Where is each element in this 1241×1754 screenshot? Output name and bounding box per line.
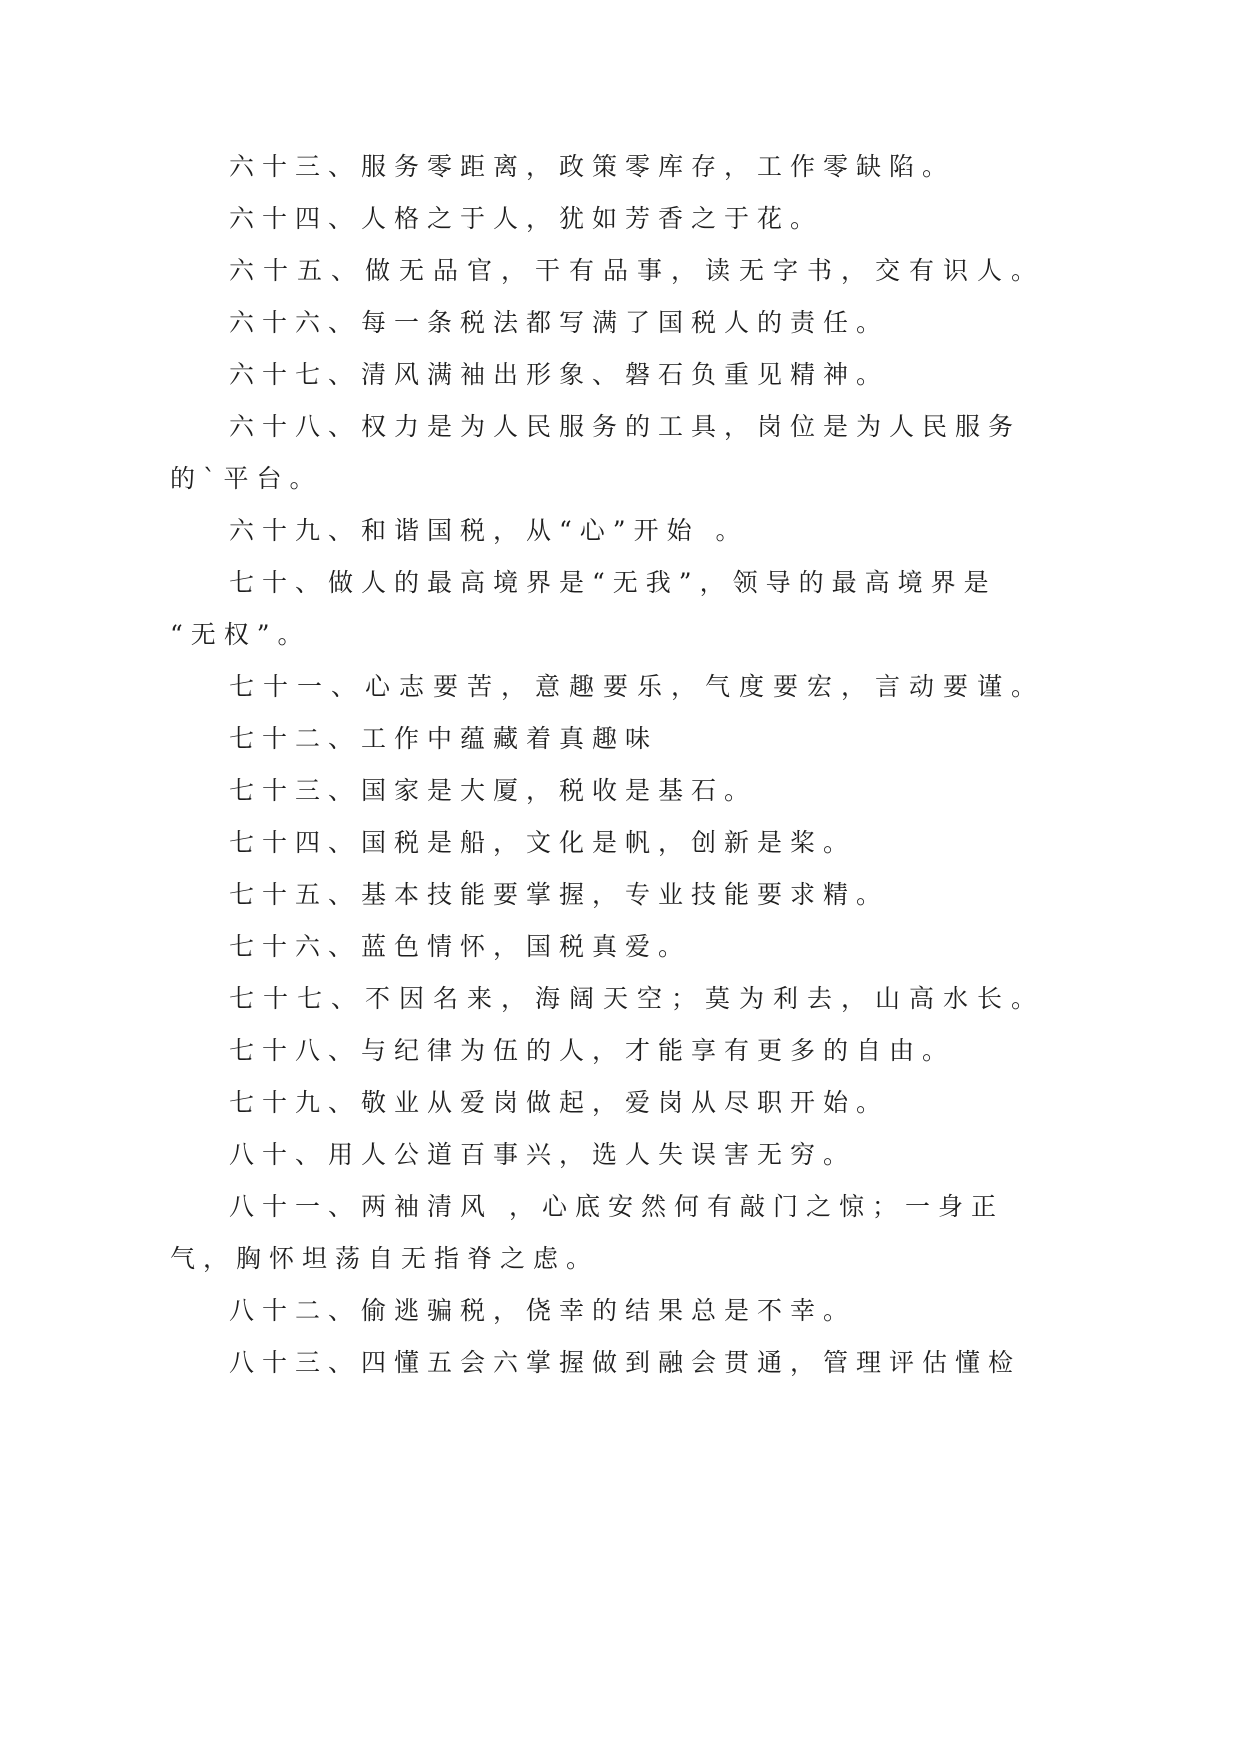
- paragraph-line: 六十九、和谐国税，从“心”开始 。: [229, 516, 749, 545]
- paragraph-continuation-line: “无权”。: [170, 620, 311, 649]
- paragraph-line: 八十三、四懂五会六掌握做到融会贯通，管理评估懂检: [229, 1348, 1022, 1377]
- paragraph-line: 七十六、蓝色情怀，国税真爱。: [229, 932, 692, 961]
- paragraph-line: 六十四、人格之于人，犹如芳香之于花。: [229, 204, 824, 233]
- paragraph-continuation-line: 气，胸怀坦荡自无指脊之虑。: [170, 1244, 600, 1273]
- paragraph-line: 八十、用人公道百事兴，选人失误害无穷。: [229, 1140, 857, 1169]
- paragraph-line: 七十八、与纪律为伍的人，才能享有更多的自由。: [229, 1036, 956, 1065]
- paragraph-line: 七十五、基本技能要掌握，专业技能要求精。: [229, 880, 890, 909]
- paragraph-line: 六十六、每一条税法都写满了国税人的责任。: [229, 308, 890, 337]
- paragraph-line: 八十二、偷逃骗税，侥幸的结果总是不幸。: [229, 1296, 857, 1325]
- paragraph-line: 七十三、国家是大厦，税收是基石。: [229, 776, 758, 805]
- paragraph-line: 六十五、做无品官，干有品事，读无字书，交有识人。: [229, 256, 1046, 285]
- paragraph-line: 七十一、心志要苦，意趣要乐，气度要宏，言动要谨。: [229, 672, 1046, 701]
- paragraph-line: 六十三、服务零距离，政策零库存，工作零缺陷。: [229, 152, 956, 181]
- paragraph-line: 八十一、两袖清风 ，心底安然何有敲门之惊；一身正: [229, 1192, 1004, 1221]
- paragraph-continuation-line: 的`平台。: [170, 464, 323, 493]
- paragraph-line: 七十七、不因名来，海阔天空；莫为利去，山高水长。: [229, 984, 1046, 1013]
- paragraph-line: 七十、做人的最高境界是“无我”，领导的最高境界是: [229, 568, 997, 597]
- paragraph-line: 六十八、权力是为人民服务的工具，岗位是为人民服务: [229, 412, 1022, 441]
- paragraph-line: 七十四、国税是船，文化是帆，创新是桨。: [229, 828, 857, 857]
- paragraph-line: 七十二、工作中蕴藏着真趣味: [229, 724, 659, 753]
- paragraph-line: 六十七、清风满袖出形象、磐石负重见精神。: [229, 360, 890, 389]
- paragraph-line: 七十九、敬业从爱岗做起，爱岗从尽职开始。: [229, 1088, 890, 1117]
